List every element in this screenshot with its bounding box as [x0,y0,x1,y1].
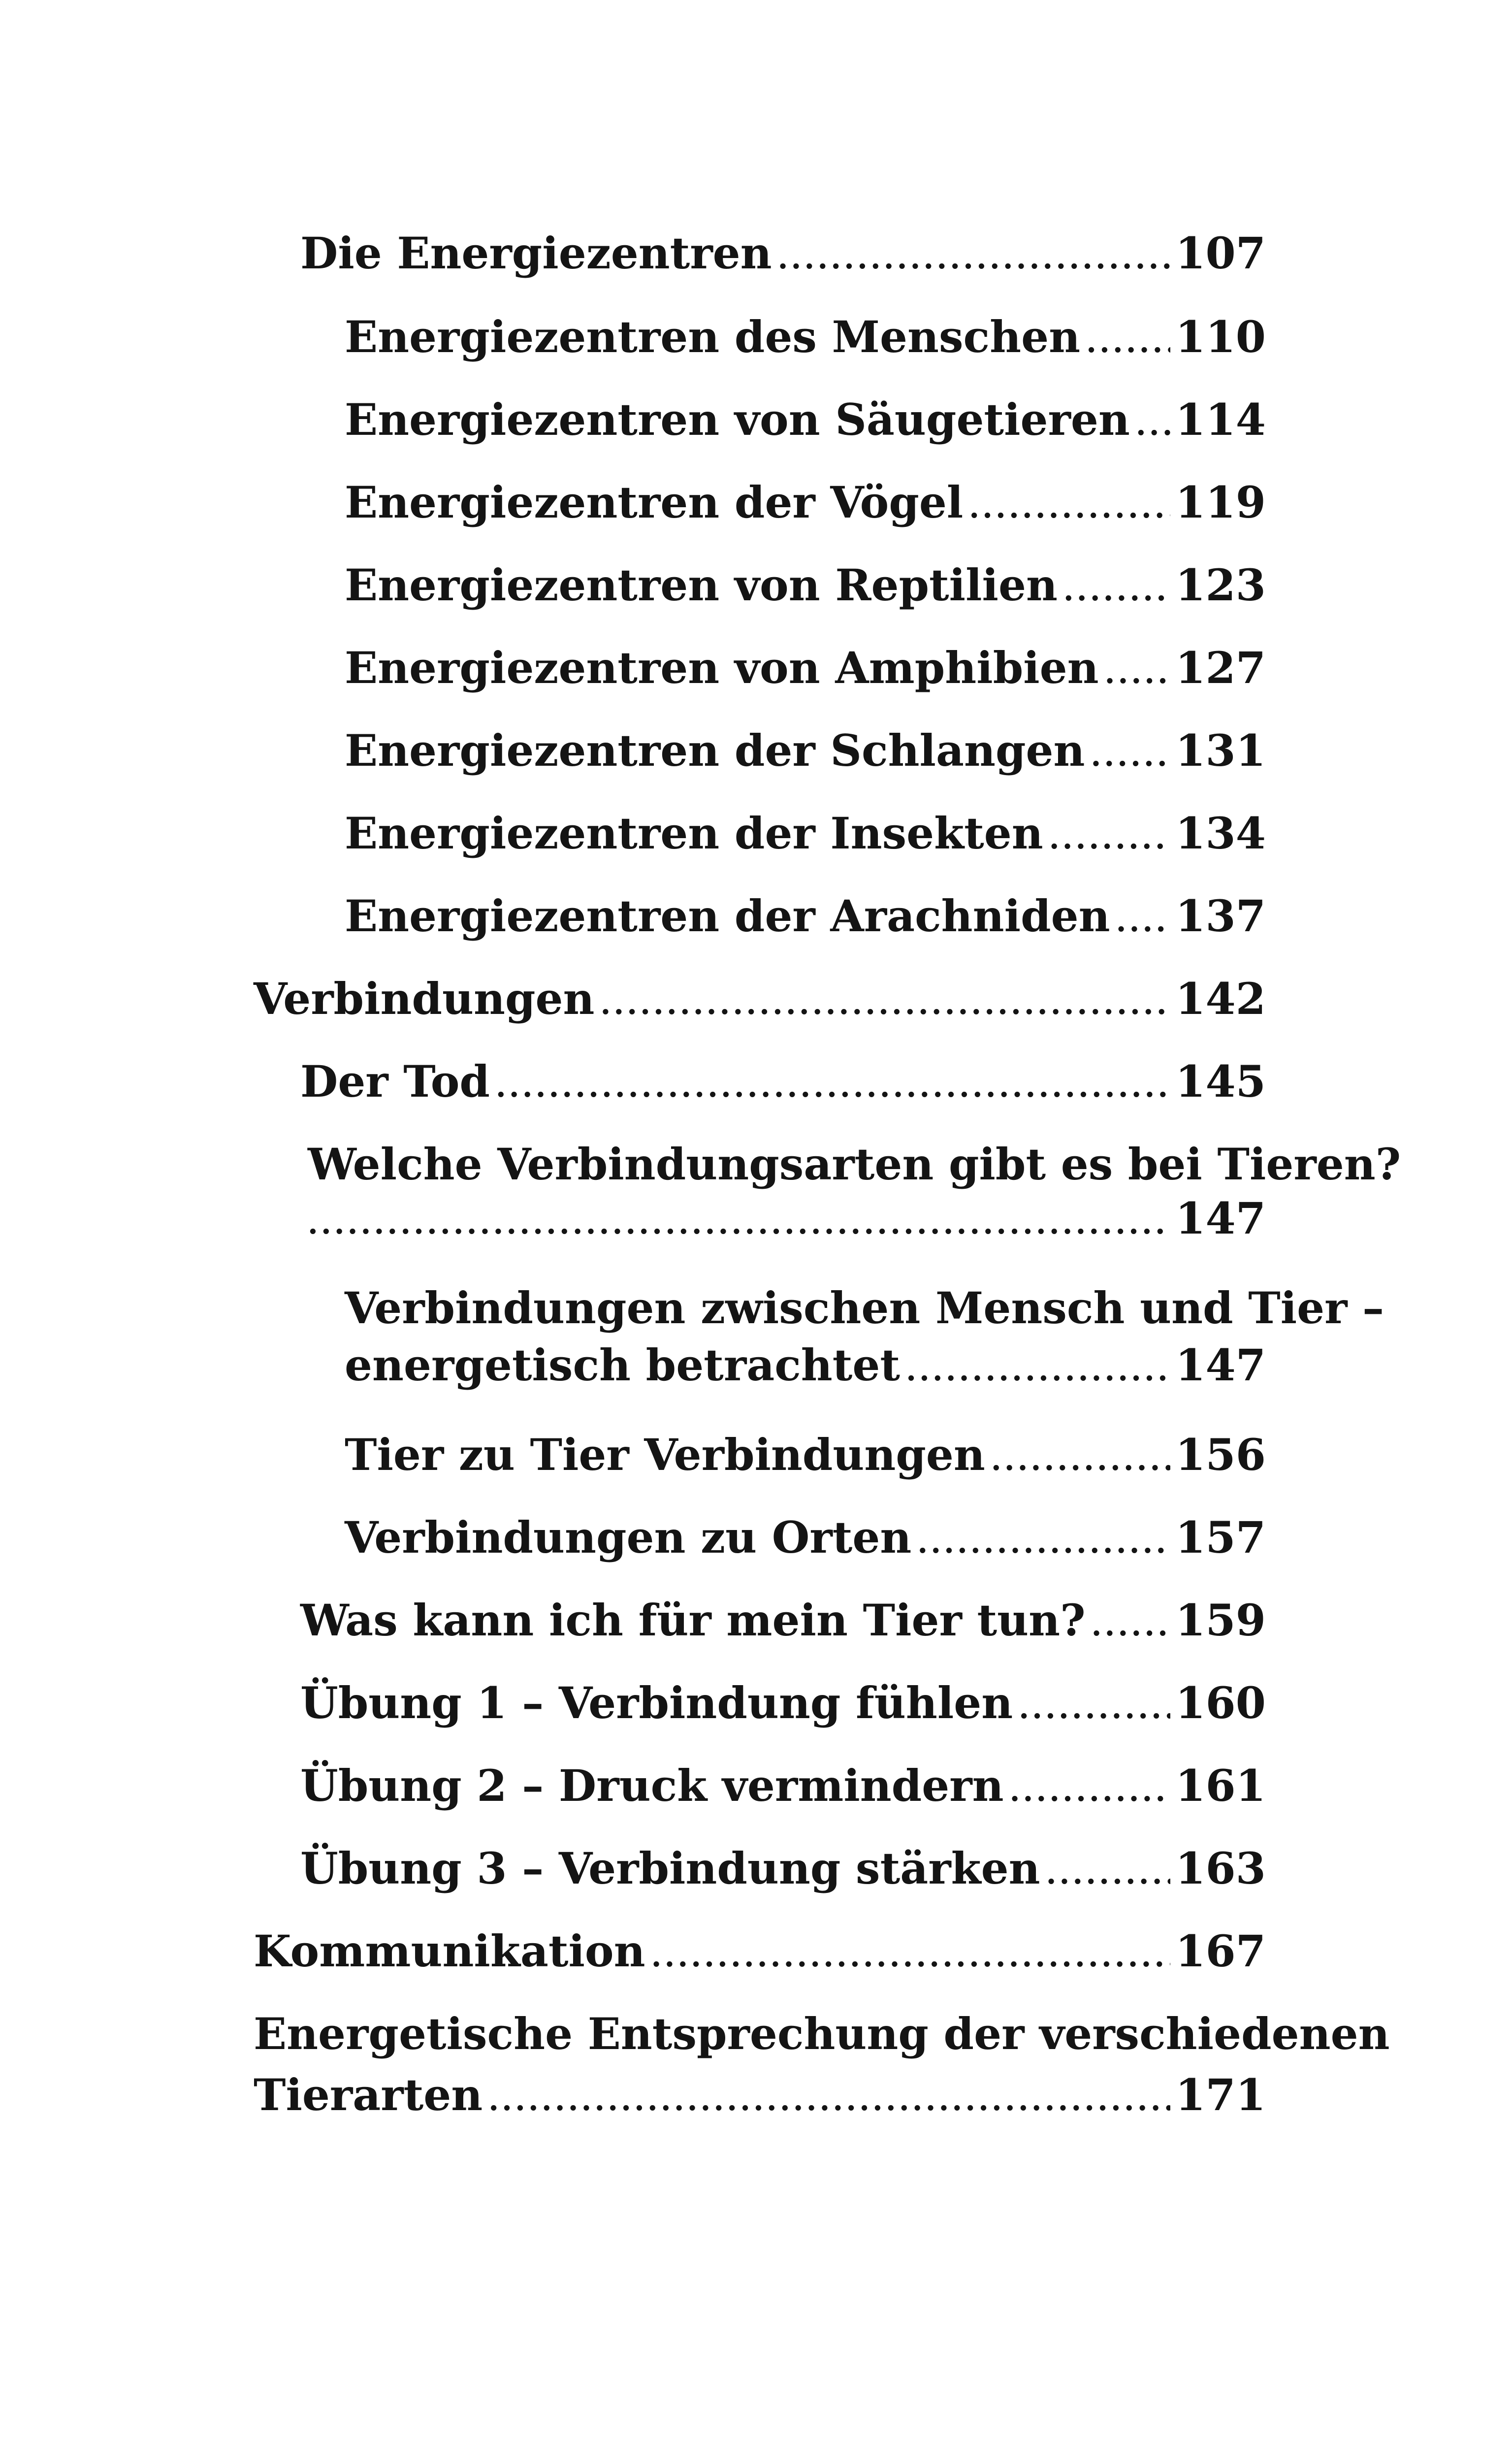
toc-entry [345,311,1266,374]
toc-entry-page: 160 [1175,1677,1266,1728]
dot-leader [1092,1611,1171,1640]
toc-entry-title: Übung 1 – Verbindung fühlen [300,1677,1013,1728]
toc-entry-page: 142 [1175,973,1266,1024]
toc-entry [345,1429,1266,1492]
dot-leader [308,1209,1170,1238]
toc-entry-title: Welche Verbindungsarten gibt es bei Tieren? [308,1139,1401,1190]
dot-leader [917,1528,1170,1558]
dot-leader [1010,1776,1171,1806]
toc-entry-page: 163 [1175,1843,1266,1894]
dot-leader [651,1942,1171,1971]
toc-entry [345,642,1266,705]
toc-entry [345,477,1266,540]
toc-entry [300,228,1266,291]
toc-entry [254,973,1266,1036]
toc-entry-title: Kommunikation [254,1925,645,1977]
toc-entry-title: Energiezentren der Arachniden [345,890,1110,942]
dot-leader [991,1445,1170,1475]
toc-entry-page: 147 [1175,1193,1266,1244]
toc-entry-page: 161 [1175,1760,1266,1811]
toc-entry-title: Energiezentren von Reptilien [345,559,1058,611]
dot-leader [969,493,1170,522]
toc-entry [345,559,1266,622]
dot-leader [488,2085,1170,2115]
toc-entry-title: Energiezentren der Schlangen [345,725,1085,776]
toc-entry [300,1843,1266,1906]
dot-leader [1049,824,1171,853]
toc-entry [345,394,1266,457]
toc-entry [300,1056,1266,1119]
toc-entry-title: Was kann ich für mein Tier tun? [300,1595,1086,1646]
toc-entry-title-line1: Verbindungen zwischen Mensch und Tier – [345,1282,1384,1334]
toc-entry-title: Energiezentren von Amphibien [345,642,1099,693]
dot-leader [496,1072,1170,1102]
toc-entry-page: 119 [1175,477,1266,528]
toc-entry-page: 147 [1175,1339,1266,1391]
toc-entry [345,1512,1266,1575]
toc-entry-page: 123 [1175,559,1266,611]
toc-entry [300,1595,1266,1658]
toc-entry-page: 134 [1175,808,1266,859]
toc-entry-title-line1: Energetische Entsprechung der verschiedenen [254,2008,1390,2059]
dot-leader [1091,741,1170,771]
dot-leader [1086,327,1170,357]
toc-entry-page: 145 [1175,1056,1266,1107]
toc-entry-title: Energiezentren der Insekten [345,808,1043,859]
toc-entry-page: 159 [1175,1595,1266,1646]
toc-entry-page: 171 [1175,2069,1266,2120]
toc-entry-page: 157 [1175,1512,1266,1563]
toc-entry-page: 167 [1175,1925,1266,1977]
toc-entry [308,1139,1401,1251]
dot-leader [600,989,1170,1019]
dot-leader [1063,576,1170,605]
toc-entry-title-line2: Tierarten [254,2069,483,2120]
toc-entry-title: Übung 2 – Druck vermindern [300,1760,1004,1811]
toc-entry-title: Tier zu Tier Verbindungen [345,1429,985,1480]
toc-entry [254,1925,1266,1988]
toc-entry [345,725,1266,788]
toc-entry [254,2008,1390,2132]
toc-entry-title: Die Energiezentren [300,228,772,279]
dot-leader [906,1356,1170,1385]
toc-entry-title: Verbindungen zu Orten [345,1512,912,1563]
toc-entry-page: 110 [1175,311,1266,362]
toc-entry [300,1677,1266,1740]
toc-entry-title-line2: energetisch betrachtet [345,1339,901,1391]
dot-leader [1136,410,1170,440]
toc-entry [345,1282,1384,1402]
toc-entry-title: Der Tod [300,1056,490,1107]
toc-entry [345,890,1266,953]
dot-leader [1116,907,1171,936]
toc-entry-page: 107 [1175,228,1266,279]
dot-leader [1019,1694,1170,1723]
dot-leader [778,244,1171,273]
toc-entry-page: 127 [1175,642,1266,693]
toc-entry-title: Energiezentren von Säugetieren [345,394,1130,445]
toc-entry-title: Energiezentren der Vögel [345,477,964,528]
toc-entry [300,1760,1266,1823]
toc-entry [345,808,1266,871]
toc-entry-page: 131 [1175,725,1266,776]
toc-entry-page: 114 [1175,394,1266,445]
toc-entry-title: Verbindungen [254,973,595,1024]
toc-entry-title: Übung 3 – Verbindung stärken [300,1843,1040,1894]
dot-leader [1105,658,1171,688]
dot-leader [1046,1859,1171,1889]
toc-entry-title: Energiezentren des Menschen [345,311,1081,362]
toc-entry-page: 156 [1175,1429,1266,1480]
toc-entry-page: 137 [1175,890,1266,942]
